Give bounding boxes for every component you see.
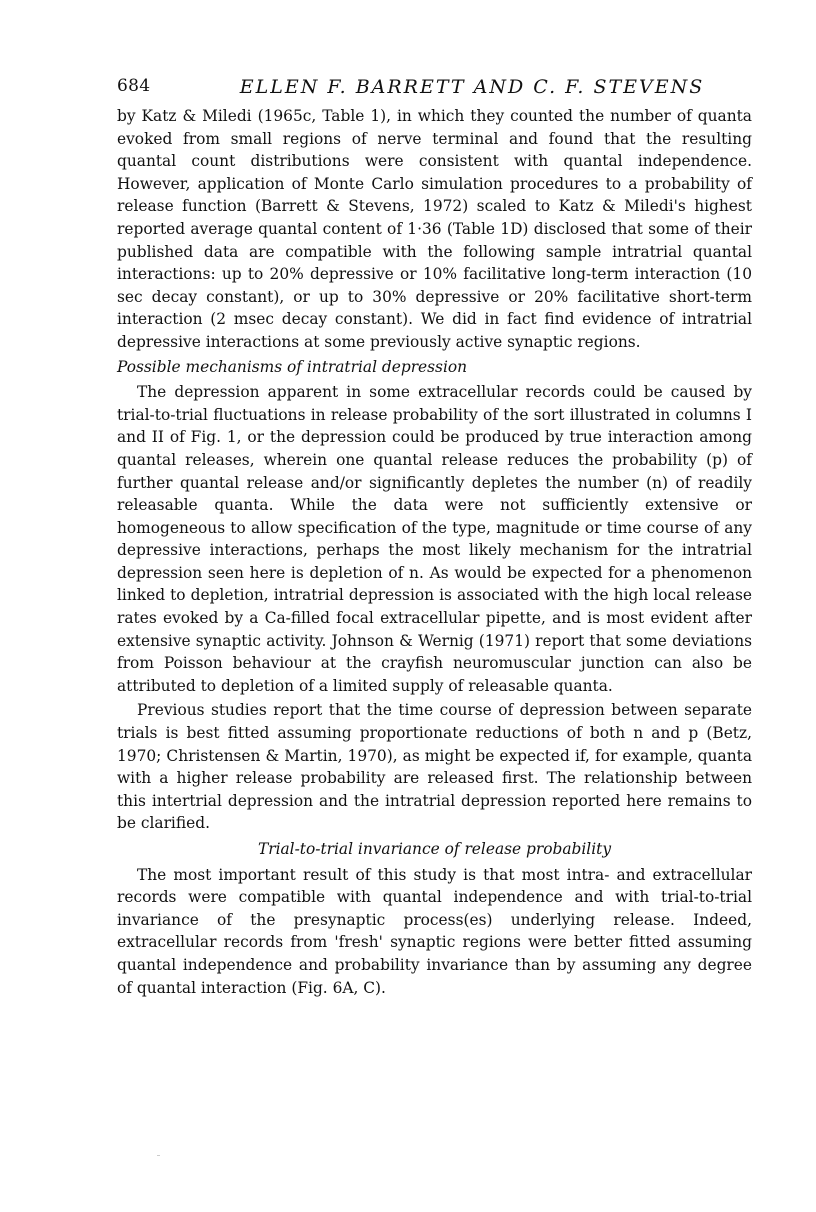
page-header: [117, 76, 752, 104]
body-text: [117, 105, 752, 1001]
page-number: 684: [117, 76, 151, 96]
section-heading-invariance: Trial-to-trial invariance of release probability: [257, 840, 612, 858]
paragraph-mechanisms: The depression apparent in some extracellular records could be caused by trial-to-trial fluctuations in release probability of the sort illustrated in columns I and II of Fig. 1, or the depression could be produced by true interaction among quantal releases, wherein one quantal release reduces the probability (p) of further quantal release and/or significantly depletes the number (n) of readily releasable quanta. While the data were not sufficiently extensive or homogeneous to allow specification of the type, magnitude or time course of any depressive interactions, perhaps the most likely mechanism for the intratrial depression seen here is depletion of n. As would be expected for a phenomenon linked to depletion, intratrial depression is associated with the high local release rates evoked by a Ca-filled focal extracellular pipette, and is most evident after extensive synaptic activity. Johnson & Wernig (1971) report that some deviations from Poisson behaviour at the crayfish neuromuscular junction can also be attributed to depletion of a limited supply of releasable quanta.: [117, 383, 752, 695]
scan-speck: [157, 1155, 160, 1156]
running-head: ELLEN F. BARRETT AND C. F. STEVENS: [239, 76, 705, 98]
paragraph-previous-studies: Previous studies report that the time course of depression between separate trials is best fitted assuming proportionate reductions of both n and p (Betz, 1970; Christensen & Martin, 1970), as might be expected if, for example, quanta with a higher release probability are released first. The relationship between this intertrial depression and the intratrial depression reported here remains to be clarified.: [117, 701, 752, 833]
paragraph-main-result: The most important result of this study is that most intra- and extracellular records were compatible with quantal independence and with trial-to-trial invariance of the presynaptic process(es) underlying release. Indeed, extracellular records from 'fresh' synaptic regions were better fitted assuming quantal independence and probability invariance than by assuming any degree of quantal interaction (Fig. 6A, C).: [117, 865, 752, 997]
section-heading-intratrial-depression: Possible mechanisms of intratrial depression: [117, 357, 468, 376]
paragraph-continuation: by Katz & Miledi (1965c, Table 1), in which they counted the number of quanta evoked from small regions of nerve terminal and found that the resulting quantal count distributions were consistent with quantal independence. However, application of Monte Carlo simulation procedures to a probability of release function (Barrett & Stevens, 1972) scaled to Katz & Miledi's highest reported average quantal content of 1·36 (Table 1D) disclosed that some of their published data are compatible with the following sample intratrial quantal interactions: up to 20% depressive or 10% facilitative long-term interaction (10 sec decay constant), or up to 30% depressive or 20% facilitative short-term interaction (2 msec decay constant). We did in fact find evidence of intratrial depressive interactions at some previously active synaptic regions.: [117, 107, 752, 351]
